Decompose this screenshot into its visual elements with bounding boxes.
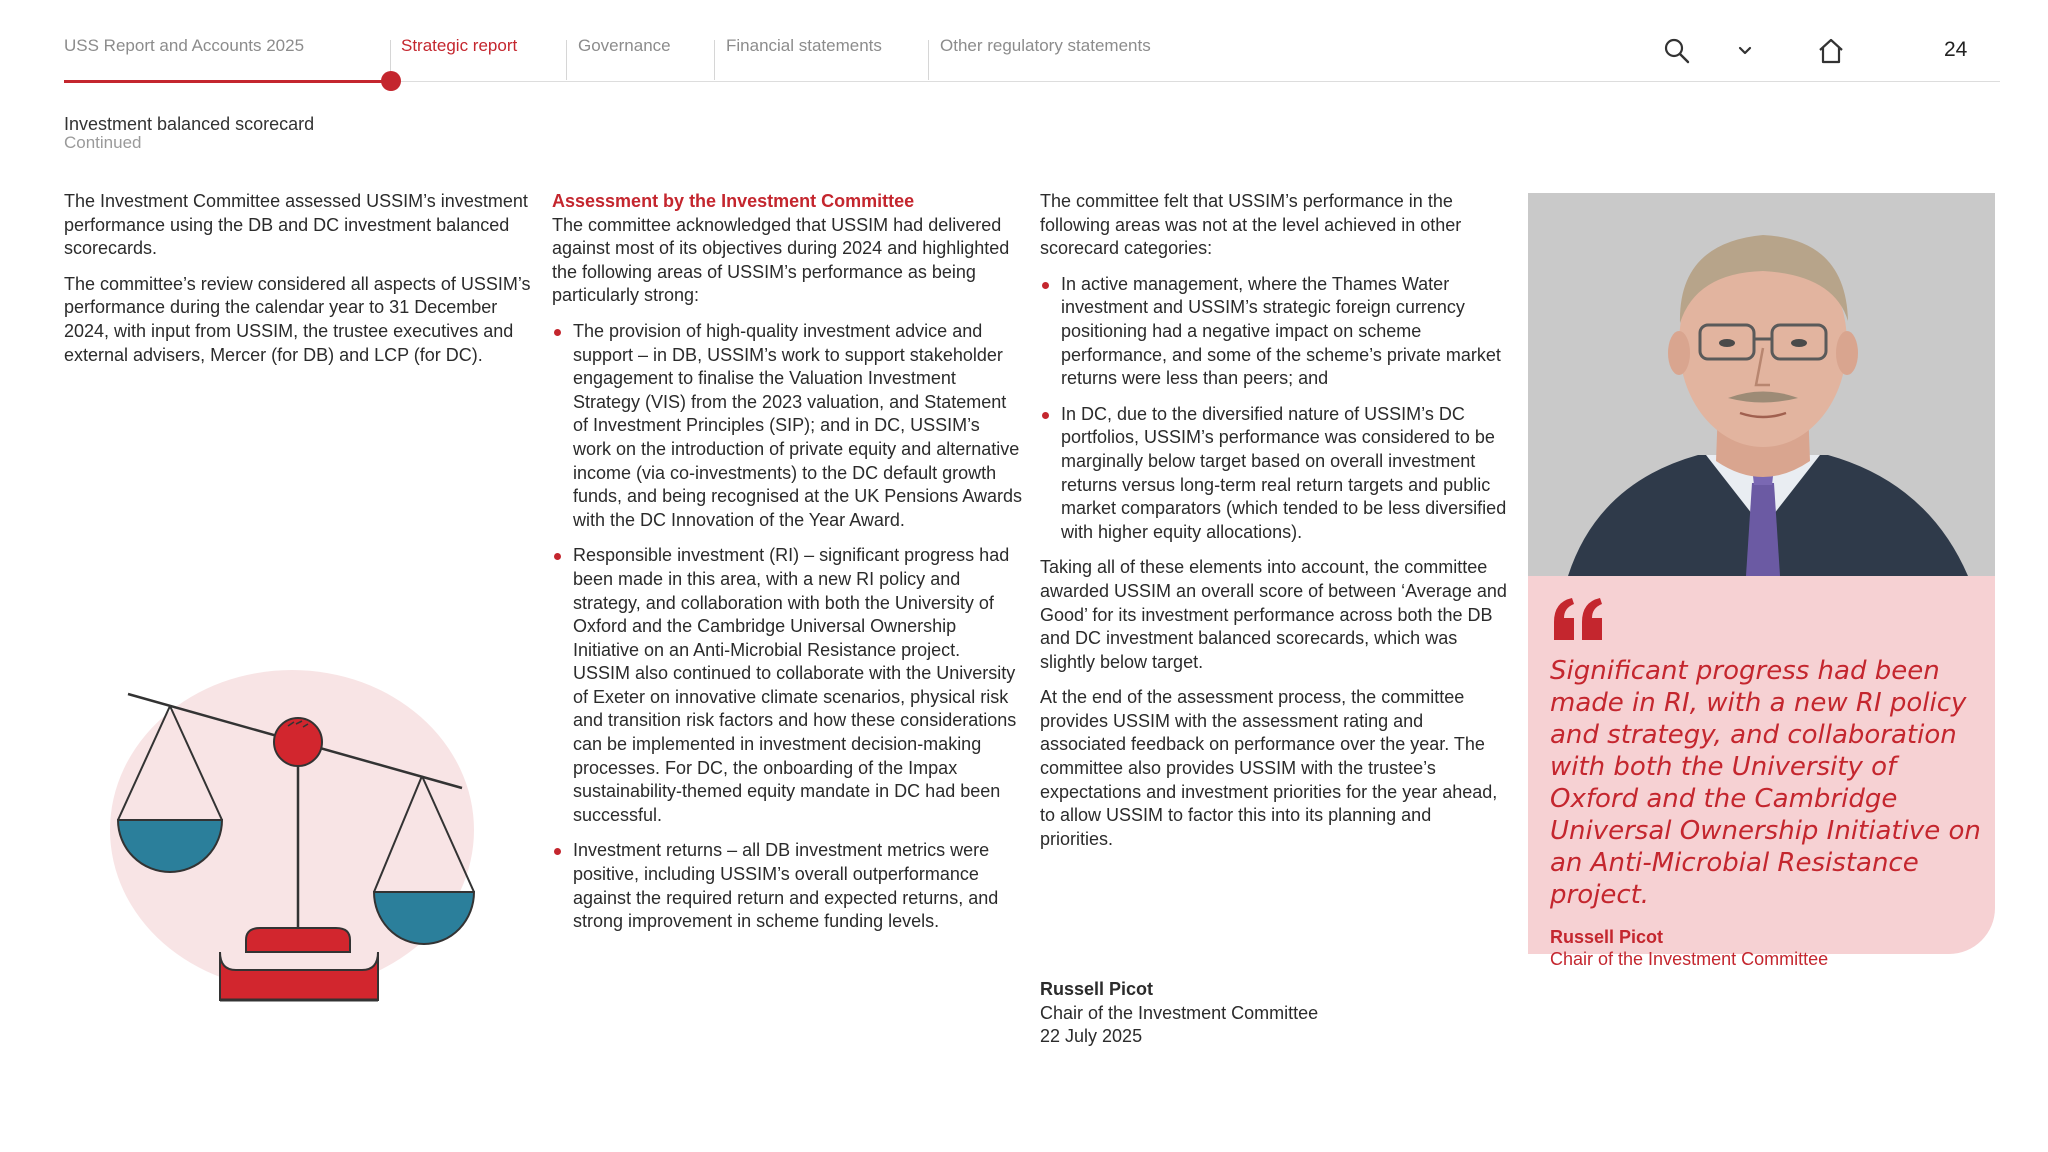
paragraph: At the end of the assessment process, the committee provides USSIM with the assessment rating and associated feedback on performance over the year. The committee also provides USSIM with the trustee’s expectations and investment priorities for the year ahead, to allow USSIM to factor this into its planning and priorities.	[1040, 687, 1498, 849]
list-item: In DC, due to the diversified nature of USSIM’s DC portfolios, USSIM’s performance was considered to be marginally below target based on overall investment returns versus long-term real return targets and public market comparators (which tended to be less diversified with higher equity allocations).	[1040, 403, 1508, 545]
tab-governance[interactable]: Governance	[578, 36, 671, 55]
top-navigation	[64, 0, 2000, 82]
quote-author-role: Chair of the Investment Committee	[1550, 949, 1829, 969]
list-item: The provision of high-quality investment advice and support – in DB, USSIM’s work to support stakeholder engagement to finalise the Valuation Investment Strategy (VIS) from the 2023 valuation, and Statement of Investment Principles (SIP); and in DC, USSIM’s work on the introduction of private equity and alternative income (via co-investments) to the DC default growth funds, and being recognised at the UK Pensions Awards with the DC Innovation of the Year Award.	[552, 320, 1022, 532]
column-1	[64, 190, 542, 379]
portrait-image	[1528, 193, 1995, 576]
chevron-down-icon[interactable]	[1730, 36, 1760, 66]
signature-date: 22 July 2025	[1040, 1026, 1143, 1047]
section-progress-bar	[64, 80, 392, 83]
paragraph: Taking all of these elements into account, the committee awarded USSIM an overall score of between ‘Average and Good’ for its investment performance across both the DB and DC investment balanced scorecards, which was slightly below target.	[1040, 557, 1507, 672]
balance-scales-illustration	[100, 670, 500, 1020]
list-item: Responsible investment (RI) – significant progress had been made in this area, with a new RI policy and strategy, and collaboration with both the University of Oxford and the Cambridge Universal Ownership Initiative on an Anti-Microbial Resistance project. USSIM also continued to collaborate with the University of Exeter on innovative climate scenarios, physical risk and transition risk factors and how these considerations can be implemented in investment decision-making processes. For DC, the onboarding of the Impax sustainability-themed equity mandate in DC had been successful.	[552, 544, 1022, 827]
paragraph: The committee’s review considered all aspects of USSIM’s performance during the calendar year to 31 December 2024, with input from USSIM, the trustee executives and external advisers, Mercer (for DB) and LCP (for DC).	[64, 273, 531, 365]
list-item: Investment returns – all DB investment metrics were positive, including USSIM’s overall outperformance against the required return and expected returns, and strong improvement in scheme funding levels.	[552, 839, 1022, 933]
quote-text: Significant progress had been made in RI, with a new RI policy and strategy, and collaboration with both the University of Oxford and the Cambridge Universal Ownership Initiative on an Anti-Microbial Resistance project.	[1550, 656, 1981, 910]
home-icon[interactable]	[1816, 36, 1846, 66]
search-icon[interactable]	[1662, 36, 1692, 66]
strengths-list	[552, 320, 1022, 934]
section-progress-marker	[381, 71, 401, 91]
portrait-photo	[1528, 193, 1995, 576]
tab-strategic-report[interactable]: Strategic report	[401, 36, 518, 55]
paragraph: The Investment Committee assessed USSIM’s investment performance using the DB and DC investment balanced scorecards.	[64, 191, 528, 259]
column-2	[552, 190, 1022, 946]
nav-separator	[566, 40, 567, 80]
signatory-role: Chair of the Investment Committee	[1040, 1002, 1319, 1023]
section-subtitle: Continued	[64, 133, 142, 152]
column-3	[1040, 190, 1508, 863]
report-title-link[interactable]: USS Report and Accounts 2025	[64, 36, 305, 55]
page-number: 24	[1944, 38, 1968, 61]
list-item: In active management, where the Thames Water investment and USSIM’s strategic foreign currency positioning had a negative impact on scheme performance, and some of the scheme’s private market returns were less than peers; and	[1040, 273, 1508, 391]
pull-quote-panel	[1528, 576, 1995, 969]
paragraph: The committee acknowledged that USSIM had delivered against most of its objectives during 2024 and highlighted the following areas of USSIM’s performance as being particularly strong:	[552, 214, 1010, 306]
nav-separator	[928, 40, 929, 80]
tab-financial-statements[interactable]: Financial statements	[726, 36, 882, 55]
quote-author-name: Russell Picot	[1550, 927, 1664, 947]
nav-separator	[714, 40, 715, 80]
signature-block	[1040, 978, 1318, 1049]
quote-mark-icon	[1550, 596, 1606, 642]
pivot-knob	[274, 718, 322, 766]
paragraph: The committee felt that USSIM’s performance in the following areas was not at the level achieved in other scorecard categories:	[1040, 191, 1462, 259]
signatory-name: Russell Picot	[1040, 979, 1154, 999]
section-title: Investment balanced scorecard	[64, 114, 315, 134]
weaknesses-list	[1040, 273, 1508, 545]
tab-other-regulatory-statements[interactable]: Other regulatory statements	[940, 36, 1151, 55]
assessment-heading: Assessment by the Investment Committee	[552, 191, 915, 211]
